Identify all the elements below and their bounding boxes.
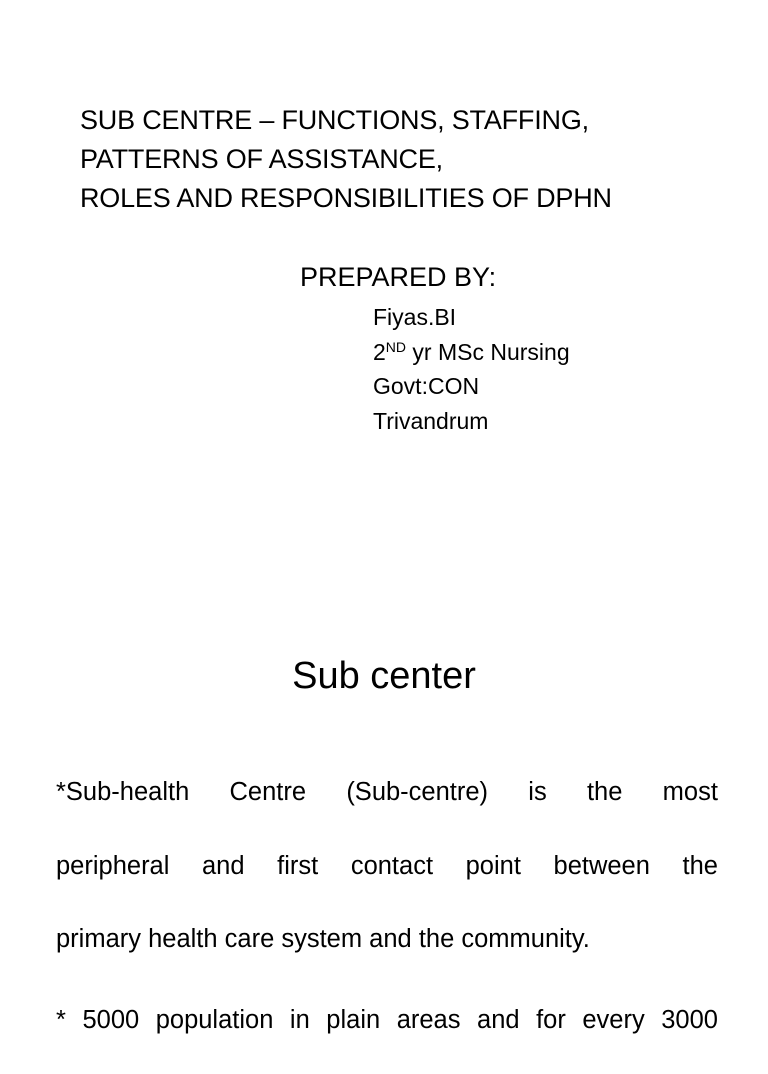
definition-paragraph — [56, 772, 718, 993]
author-college: Govt:CON — [373, 373, 480, 399]
word: most — [662, 778, 718, 806]
course-text: yr MSc Nursing — [406, 338, 570, 365]
word: the — [682, 851, 718, 880]
word: between — [553, 851, 650, 880]
word: Centre — [229, 778, 307, 806]
word: * — [56, 1006, 66, 1034]
year-number: 2 — [373, 338, 386, 365]
word: for — [536, 1006, 566, 1034]
year-ordinal-superscript: ND — [385, 338, 407, 355]
prepared-by-label: PREPARED BY: — [300, 262, 497, 292]
word: is — [528, 778, 547, 806]
word: population — [155, 1006, 274, 1034]
paragraph-line — [56, 772, 718, 846]
word: point — [465, 851, 521, 880]
population-paragraph — [56, 1000, 718, 1074]
author-name: Fiyas.BI — [373, 304, 457, 330]
word: every — [582, 1006, 645, 1034]
author-city: Trivandrum — [373, 407, 489, 434]
content-slide — [0, 576, 768, 1034]
word: and — [202, 851, 245, 880]
word: contact — [350, 851, 434, 880]
paragraph-line: primary health care system and the community. — [56, 925, 590, 953]
word: first — [277, 851, 319, 880]
word: plain — [326, 1006, 381, 1034]
word: (Sub-centre) — [346, 778, 489, 806]
word: in — [289, 1006, 310, 1034]
title-line-3: ROLES AND RESPONSIBILITIES OF DPHN — [80, 183, 612, 213]
paragraph-line — [56, 846, 718, 920]
title-line-1: SUB CENTRE – FUNCTIONS, STAFFING, — [80, 105, 589, 135]
word: the — [586, 778, 623, 806]
slide-heading: Sub center — [292, 655, 476, 697]
paragraph-line — [56, 1000, 718, 1074]
slide-title — [80, 101, 612, 218]
word: and — [477, 1006, 520, 1034]
word: peripheral — [56, 851, 170, 880]
word: areas — [396, 1006, 461, 1034]
author-course — [373, 335, 570, 370]
word: *Sub-health — [56, 778, 190, 806]
word: 5000 — [82, 1006, 140, 1034]
author-details — [373, 300, 570, 438]
title-line-2: PATTERNS OF ASSISTANCE, — [80, 144, 443, 174]
word: 3000 — [661, 1006, 718, 1034]
